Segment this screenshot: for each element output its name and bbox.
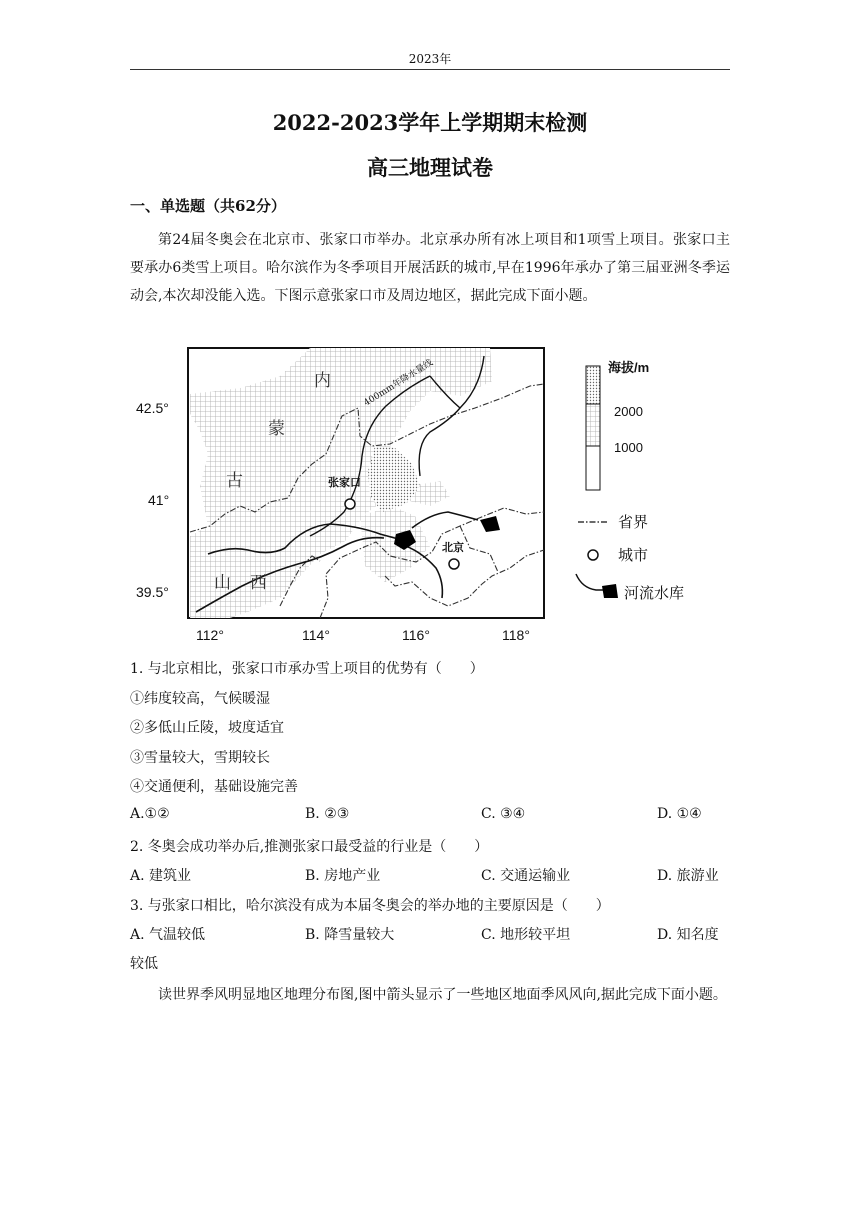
elevation-tick-2000: 2000	[614, 404, 643, 419]
region-label-xi: 西	[250, 573, 267, 593]
question-3-stem: 3. 与张家口相比，哈尔滨没有成为本届冬奥会的举办地的主要原因是（ ）	[130, 898, 610, 914]
elevation-bar-2000	[586, 366, 600, 404]
lat-label-42-5: 42.5°	[136, 400, 169, 416]
region-label-nei: 内	[314, 371, 331, 391]
lat-label-41: 41°	[148, 492, 170, 508]
exam-subtitle: 高三地理试卷	[367, 155, 493, 180]
question-1-option-b: B. ②③	[305, 806, 350, 822]
passage-2: 读世界季风明显地区地理分布图,图中箭头显示了一些地区地面季风风向,据此完成下面小题。	[158, 987, 727, 1003]
region-label-gu: 古	[226, 471, 243, 491]
region-label-shan: 山	[214, 573, 231, 593]
question-1-option-c: C. ③④	[481, 806, 526, 822]
question-2-stem: 2. 冬奥会成功举办后,推测张家口最受益的行业是（ ）	[130, 839, 489, 855]
zhangjiakou-label: 张家口	[328, 476, 361, 489]
section-heading: 一、单选题（共62分）	[130, 197, 286, 215]
reservoir-legend-symbol	[602, 584, 618, 598]
question-1-option-a: A.①②	[130, 806, 170, 822]
lat-label-39-5: 39.5°	[136, 584, 169, 600]
city-legend-label: 城市	[618, 547, 649, 564]
question-3-option-c: C. 地形较平坦	[481, 927, 571, 943]
question-2-option-b: B. 房地产业	[305, 868, 381, 884]
beijing-city-marker	[449, 559, 459, 569]
city-legend-symbol	[588, 550, 598, 560]
elevation-legend-title: 海拔/m	[608, 360, 650, 375]
elevation-bar-low	[586, 446, 600, 490]
isohyet-label: 400mm年降水量线	[362, 358, 435, 409]
question-3-option-b: B. 降雪量较大	[305, 927, 395, 943]
elevation-tick-1000: 1000	[614, 440, 643, 455]
question-1-option-d: D. ①④	[657, 806, 702, 822]
question-3-option-d: D. 知名度	[657, 927, 719, 943]
question-2-option-a: A. 建筑业	[130, 868, 192, 884]
lon-label-116: 116°	[402, 627, 430, 643]
region-label-meng: 蒙	[268, 419, 285, 439]
page-header: 2023年	[408, 52, 452, 66]
lon-label-114: 114°	[302, 627, 330, 643]
question-3-option-d-continuation: 较低	[130, 956, 158, 972]
map-legend	[576, 360, 684, 602]
zhangjiakou-region-map	[130, 336, 730, 648]
header-rule	[130, 69, 730, 70]
question-2-option-c: C. 交通运输业	[481, 868, 571, 884]
beijing-label: 北京	[442, 541, 464, 554]
question-1-stem: 1. 与北京相比，张家口市承办雪上项目的优势有（ ）	[130, 661, 484, 677]
lon-label-118: 118°	[502, 627, 530, 643]
exam-title: 2022-2023学年上学期期末检测	[272, 110, 588, 135]
question-1-statement-1: ①纬度较高，气候暖湿	[130, 691, 270, 707]
question-3-option-a: A. 气温较低	[130, 927, 206, 943]
province-border-legend-label: 省界	[618, 514, 649, 531]
question-2-option-d: D. 旅游业	[657, 868, 719, 884]
passage-1: 第24届冬奥会在北京市、张家口市举办。北京承办所有冰上项目和1项雪上项目。张家口主要承办6类雪上项目。哈尔滨作为冬季项目开展活跃的城市,早在1996年承办了第三届亚洲冬季运动会,本次却没能入选。下图示意张家口市及周边地区，据此完成下面小题。	[130, 232, 730, 304]
question-1-statement-2: ②多低山丘陵，坡度适宜	[130, 720, 284, 736]
question-1-statement-3: ③雪量较大，雪期较长	[130, 750, 270, 766]
elevation-bar-1000	[586, 404, 600, 446]
lon-label-112: 112°	[196, 627, 224, 643]
zhangjiakou-city-marker	[345, 499, 355, 509]
river-legend-symbol	[576, 574, 604, 590]
question-1-statement-4: ④交通便利，基础设施完善	[130, 779, 298, 795]
river-reservoir-legend-label: 河流水库	[624, 585, 685, 602]
